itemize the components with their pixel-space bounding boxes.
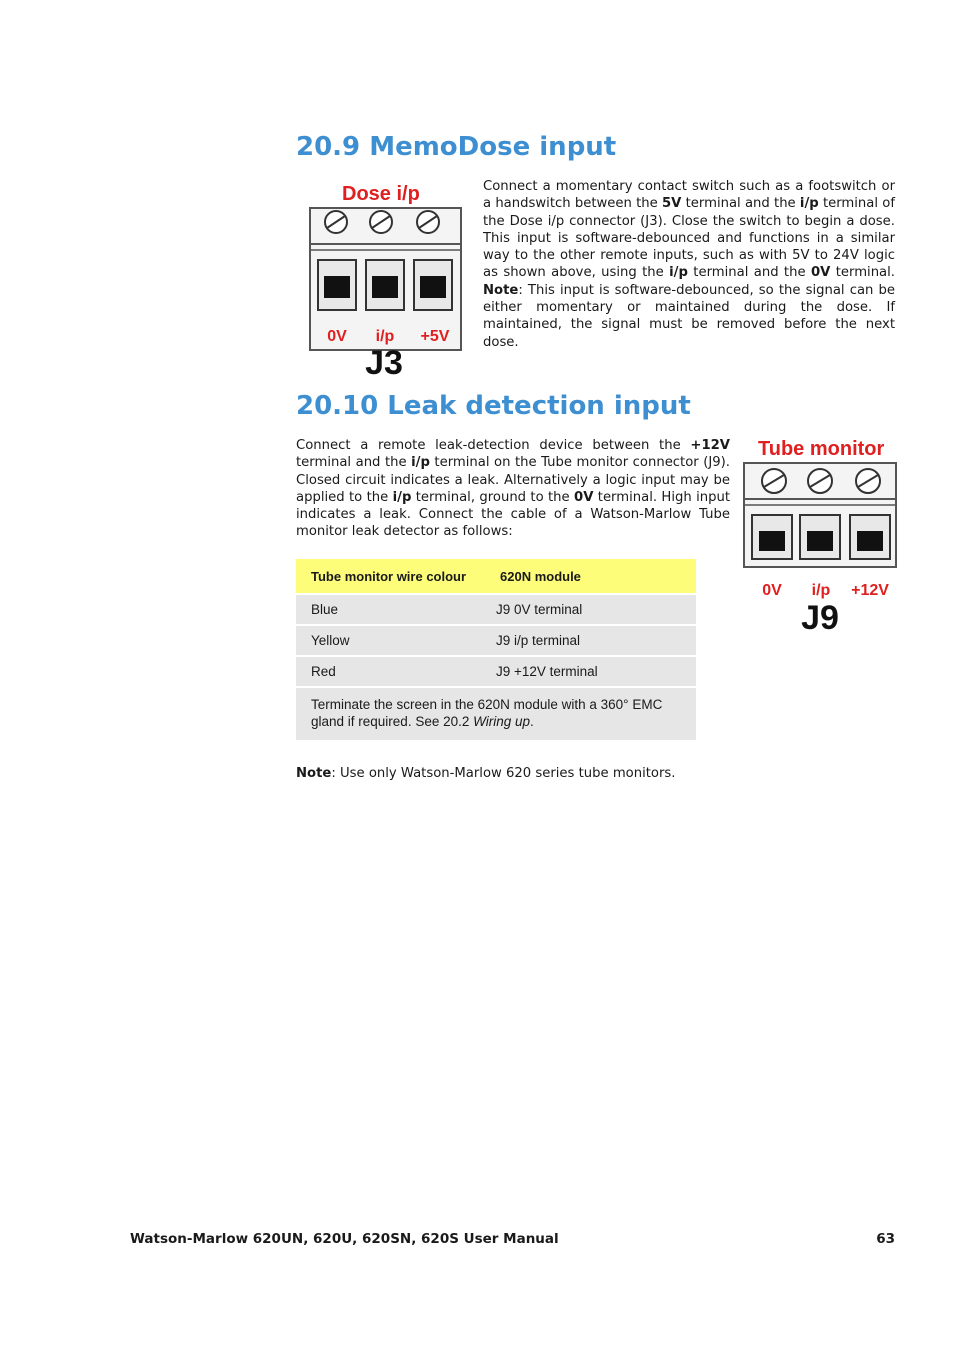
section-title-leak-detection: 20.10 Leak detection input xyxy=(296,391,691,421)
tube-terminal-label: i/p xyxy=(811,582,831,599)
tube-terminal-label: 0V xyxy=(762,582,782,599)
table-row xyxy=(296,595,696,624)
tube-monitor-label: Tube monitor xyxy=(758,438,885,460)
footer-title: Watson-Marlow 620UN, 620U, 620SN, 620S User Manual xyxy=(130,1231,559,1247)
table-cell: Blue xyxy=(311,602,339,617)
dose-terminal-label: 0V xyxy=(327,328,347,345)
dose-terminal-label: +5V xyxy=(420,328,450,345)
table-cell: J9 i/p terminal xyxy=(496,633,581,648)
memodose-paragraph: Connect a momentary contact switch such as a footswitch or a handswitch between the 5V terminal and the i/p terminal of the Dose i/p connector (J3). Close the switch to begin a dose. This input is software-debounced and functions in a similar way to the other remote inputs, such as with 5V to 24V logic as shown above, using the i/p terminal and the 0V terminal. Note: This input is software-debounced, so the signal can be either momentary or maintained during the dose. If maintained, the signal must be removed before the next dose. xyxy=(483,179,895,350)
table-cell: J9 +12V terminal xyxy=(496,664,598,679)
wire-colour-table xyxy=(296,559,696,740)
table-cell: Yellow xyxy=(311,633,350,648)
table-header-cell: 620N module xyxy=(500,568,581,584)
dose-connector-figure xyxy=(296,178,468,378)
table-header-row xyxy=(296,559,696,593)
table-cell: Red xyxy=(311,664,336,679)
dose-terminal-label: i/p xyxy=(375,328,395,345)
tube-terminal-label: +12V xyxy=(851,582,889,599)
table-row xyxy=(296,626,696,655)
leak-detection-paragraph: Connect a remote leak-detection device between the +12V terminal and the i/p terminal on the Tube monitor connector (J9). Closed circuit indicates a leak. Alternatively a logic input may be applied to the i/p terminal, ground to the 0V terminal. High input indicates a leak. Connect the cable of a Watson-Marlow Tube monitor leak detector as follows: xyxy=(296,438,730,540)
table-cell: J9 0V terminal xyxy=(496,602,583,617)
tube-monitor-note: Note: Use only Watson-Marlow 620 series tube monitors. xyxy=(296,766,676,781)
wiring-up-reference: Wiring up xyxy=(473,714,531,729)
table-note: Terminate the screen in the 620N module with a 360° EMC gland if required. See 20.2 Wiring up. xyxy=(296,688,696,740)
table-row xyxy=(296,657,696,686)
dose-connector-id: J3 xyxy=(365,344,403,378)
table-header-cell: Tube monitor wire colour xyxy=(311,568,467,584)
tube-monitor-connector-figure xyxy=(734,433,900,633)
page-number: 63 xyxy=(876,1231,895,1247)
dose-connector-label: Dose i/p xyxy=(342,183,420,205)
section-title-memodose: 20.9 MemoDose input xyxy=(296,132,617,162)
tube-connector-id: J9 xyxy=(801,599,839,633)
